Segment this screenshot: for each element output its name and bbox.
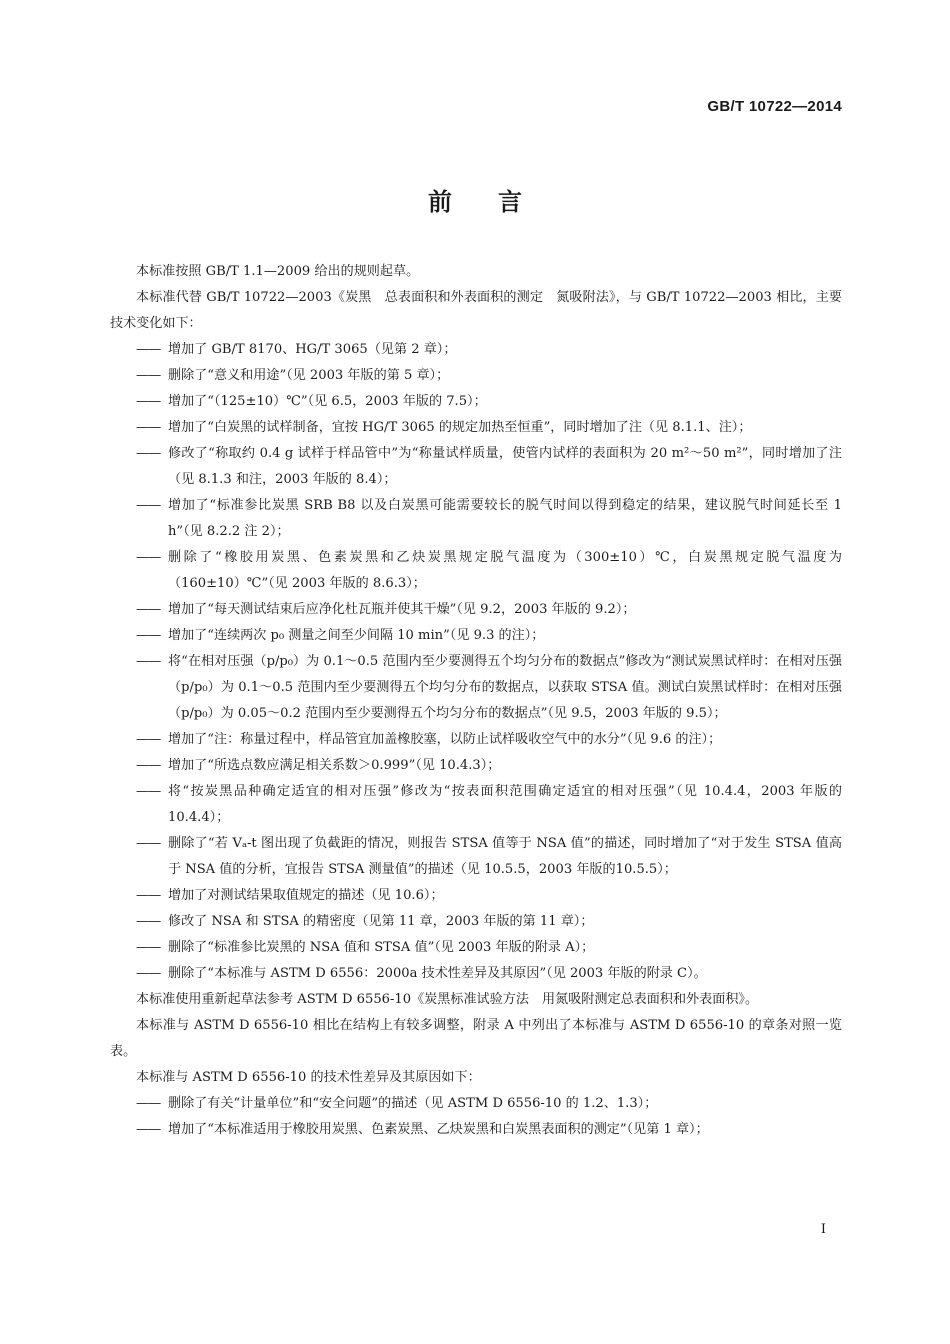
list-item-text: 增加了“所选点数应满足相关系数＞0.999”（见 10.4.3）； [168,758,501,773]
list-item-text: 修改了“称取约 0.4 g 试样于样品管中”为“称量试样质量，使管内试样的表面积为 20 m²～50 m²”，同时增加了注（见 8.1.3 和注，2003 年版的 8.4）； [168,446,842,487]
dash: —— [136,446,161,461]
list-item [110,623,842,649]
dash: —— [136,498,161,513]
dash: —— [136,732,161,747]
list-item-text: 将“按炭黑品种确定适宜的相对压强”修改为“按表面积范围确定适宜的相对压强”（见 10.4.4，2003 年版的 10.4.4）； [168,784,842,825]
list-item [110,935,842,961]
list-item-text: 增加了“注：称量过程中，样品管宜加盖橡胶塞，以防止试样吸收空气中的水分”（见 9.6 的注）； [168,732,722,747]
document-body [110,259,842,1143]
list-item-text: 删除了有关“计量单位”和“安全问题”的描述（见 ASTM D 6556-10 的 1.2、1.3）； [168,1096,658,1111]
dash: —— [136,888,161,903]
list-item [110,597,842,623]
list-item [110,961,842,987]
list-item [110,649,842,727]
list-item [110,909,842,935]
list-item-text: 增加了“每天测试结束后应净化杜瓦瓶并使其干燥”（见 9.2，2003 年版的 9.2）； [168,602,636,617]
dash: —— [136,914,161,929]
list-item-text: 删除了“标准参比炭黑的 NSA 值和 STSA 值”（见 2003 年版的附录 A）； [168,940,595,955]
list-item [110,363,842,389]
list-item-text: 增加了 GB/T 8170、HG/T 3065（见第 2 章）； [168,342,457,357]
list-item [110,493,842,545]
dash: —— [136,966,161,981]
list-item [110,441,842,493]
dash: —— [136,758,161,773]
list-item-text: 删除了“意义和用途”（见 2003 年版的第 5 章）； [168,368,450,383]
dash: —— [136,550,161,565]
list-item-text: 删除了“橡胶用炭黑、色素炭黑和乙炔炭黑规定脱气温度为（300±10）℃，白炭黑规定脱气温度为（160±10）℃”（见 2003 年版的 8.6.3）； [168,550,842,591]
list-item [110,831,842,883]
dash: —— [136,836,161,851]
dash: —— [136,394,161,409]
list-item [110,727,842,753]
dash: —— [136,1096,161,1111]
paragraph: 本标准与 ASTM D 6556-10 的技术性差异及其原因如下： [136,1070,481,1085]
list-item-text: 删除了“若 Vₐ-t 图出现了负截距的情况，则报告 STSA 值等于 NSA 值”的描述，同时增加了“对于发生 STSA 值高于 NSA 值的分析，宜报告 STSA 测量值”的描述（见 10.5.5，2003 年版的10.5.5）； [168,836,842,877]
paragraph: 本标准与 ASTM D 6556-10 相比在结构上有较多调整，附录 A 中列出了本标准与 ASTM D 6556-10 的章条对照一览表。 [110,1018,842,1059]
list-item-text: 增加了“白炭黑的试样制备，宜按 HG/T 3065 的规定加热至恒重”，同时增加了注（见 8.1.1、注）； [168,420,752,435]
list-item [110,415,842,441]
paragraph: 本标准使用重新起草法参考 ASTM D 6556-10《炭黑标准试验方法 用氮吸附测定总表面积和外表面积》。 [136,992,759,1007]
list-item [110,337,842,363]
list-item [110,883,842,909]
list-item-text: 增加了“本标准适用于橡胶用炭黑、色素炭黑、乙炔炭黑和白炭黑表面积的测定”（见第 1 章）； [168,1122,709,1137]
dash: —— [136,654,161,669]
list-item [110,779,842,831]
dash: —— [136,784,161,799]
page-number: I [820,1222,826,1237]
dash: —— [136,368,161,383]
list-item-text: 增加了“标准参比炭黑 SRB B8 以及白炭黑可能需要较长的脱气时间以得到稳定的结果，建议脱气时间延长至 1 h”（见 8.2.2 注 2）； [168,498,842,539]
dash: —— [136,940,161,955]
list-item-text: 增加了对测试结果取值规定的描述（见 10.6）； [168,888,444,903]
list-item-text: 增加了“（125±10）℃”（见 6.5，2003 年版的 7.5）； [168,394,487,409]
paragraph: 本标准代替 GB/T 10722—2003《炭黑 总表面积和外表面积的测定 氮吸附法》，与 GB/T 10722—2003 相比，主要技术变化如下： [110,290,842,331]
dash: —— [136,628,161,643]
standard-number: GB/T 10722—2014 [707,98,842,115]
dash: —— [136,1122,161,1137]
dash: —— [136,602,161,617]
dash: —— [136,420,161,435]
list-item [110,545,842,597]
list-item-text: 将“在相对压强（p/p₀）为 0.1～0.5 范围内至少要测得五个均匀分布的数据点”修改为“测试炭黑试样时：在相对压强（p/p₀）为 0.1～0.5 范围内至少要测得五个均匀分布的数据点，以获取 STSA 值。测试白炭黑试样时：在相对压强（p/p₀）为 0.05～0.2 范围内至少要测得五个均匀分布的数据点”（见 9.5，2003 年版的 9.5）； [168,654,842,721]
list-item [110,1091,842,1117]
list-item-text: 修改了 NSA 和 STSA 的精密度（见第 11 章，2003 年版的第 11 章）； [168,914,594,929]
page-title: 前言 [428,188,568,216]
dash: —— [136,342,161,357]
list-item-text: 增加了“连续两次 p₀ 测量之间至少间隔 10 min”（见 9.3 的注）； [168,628,545,643]
list-item [110,1117,842,1143]
list-item [110,753,842,779]
paragraph: 本标准按照 GB/T 1.1—2009 给出的规则起草。 [136,264,420,279]
list-item-text: 删除了“本标准与 ASTM D 6556：2000a 技术性差异及其原因”（见 2003 年版的附录 C）。 [168,966,707,981]
list-item [110,389,842,415]
